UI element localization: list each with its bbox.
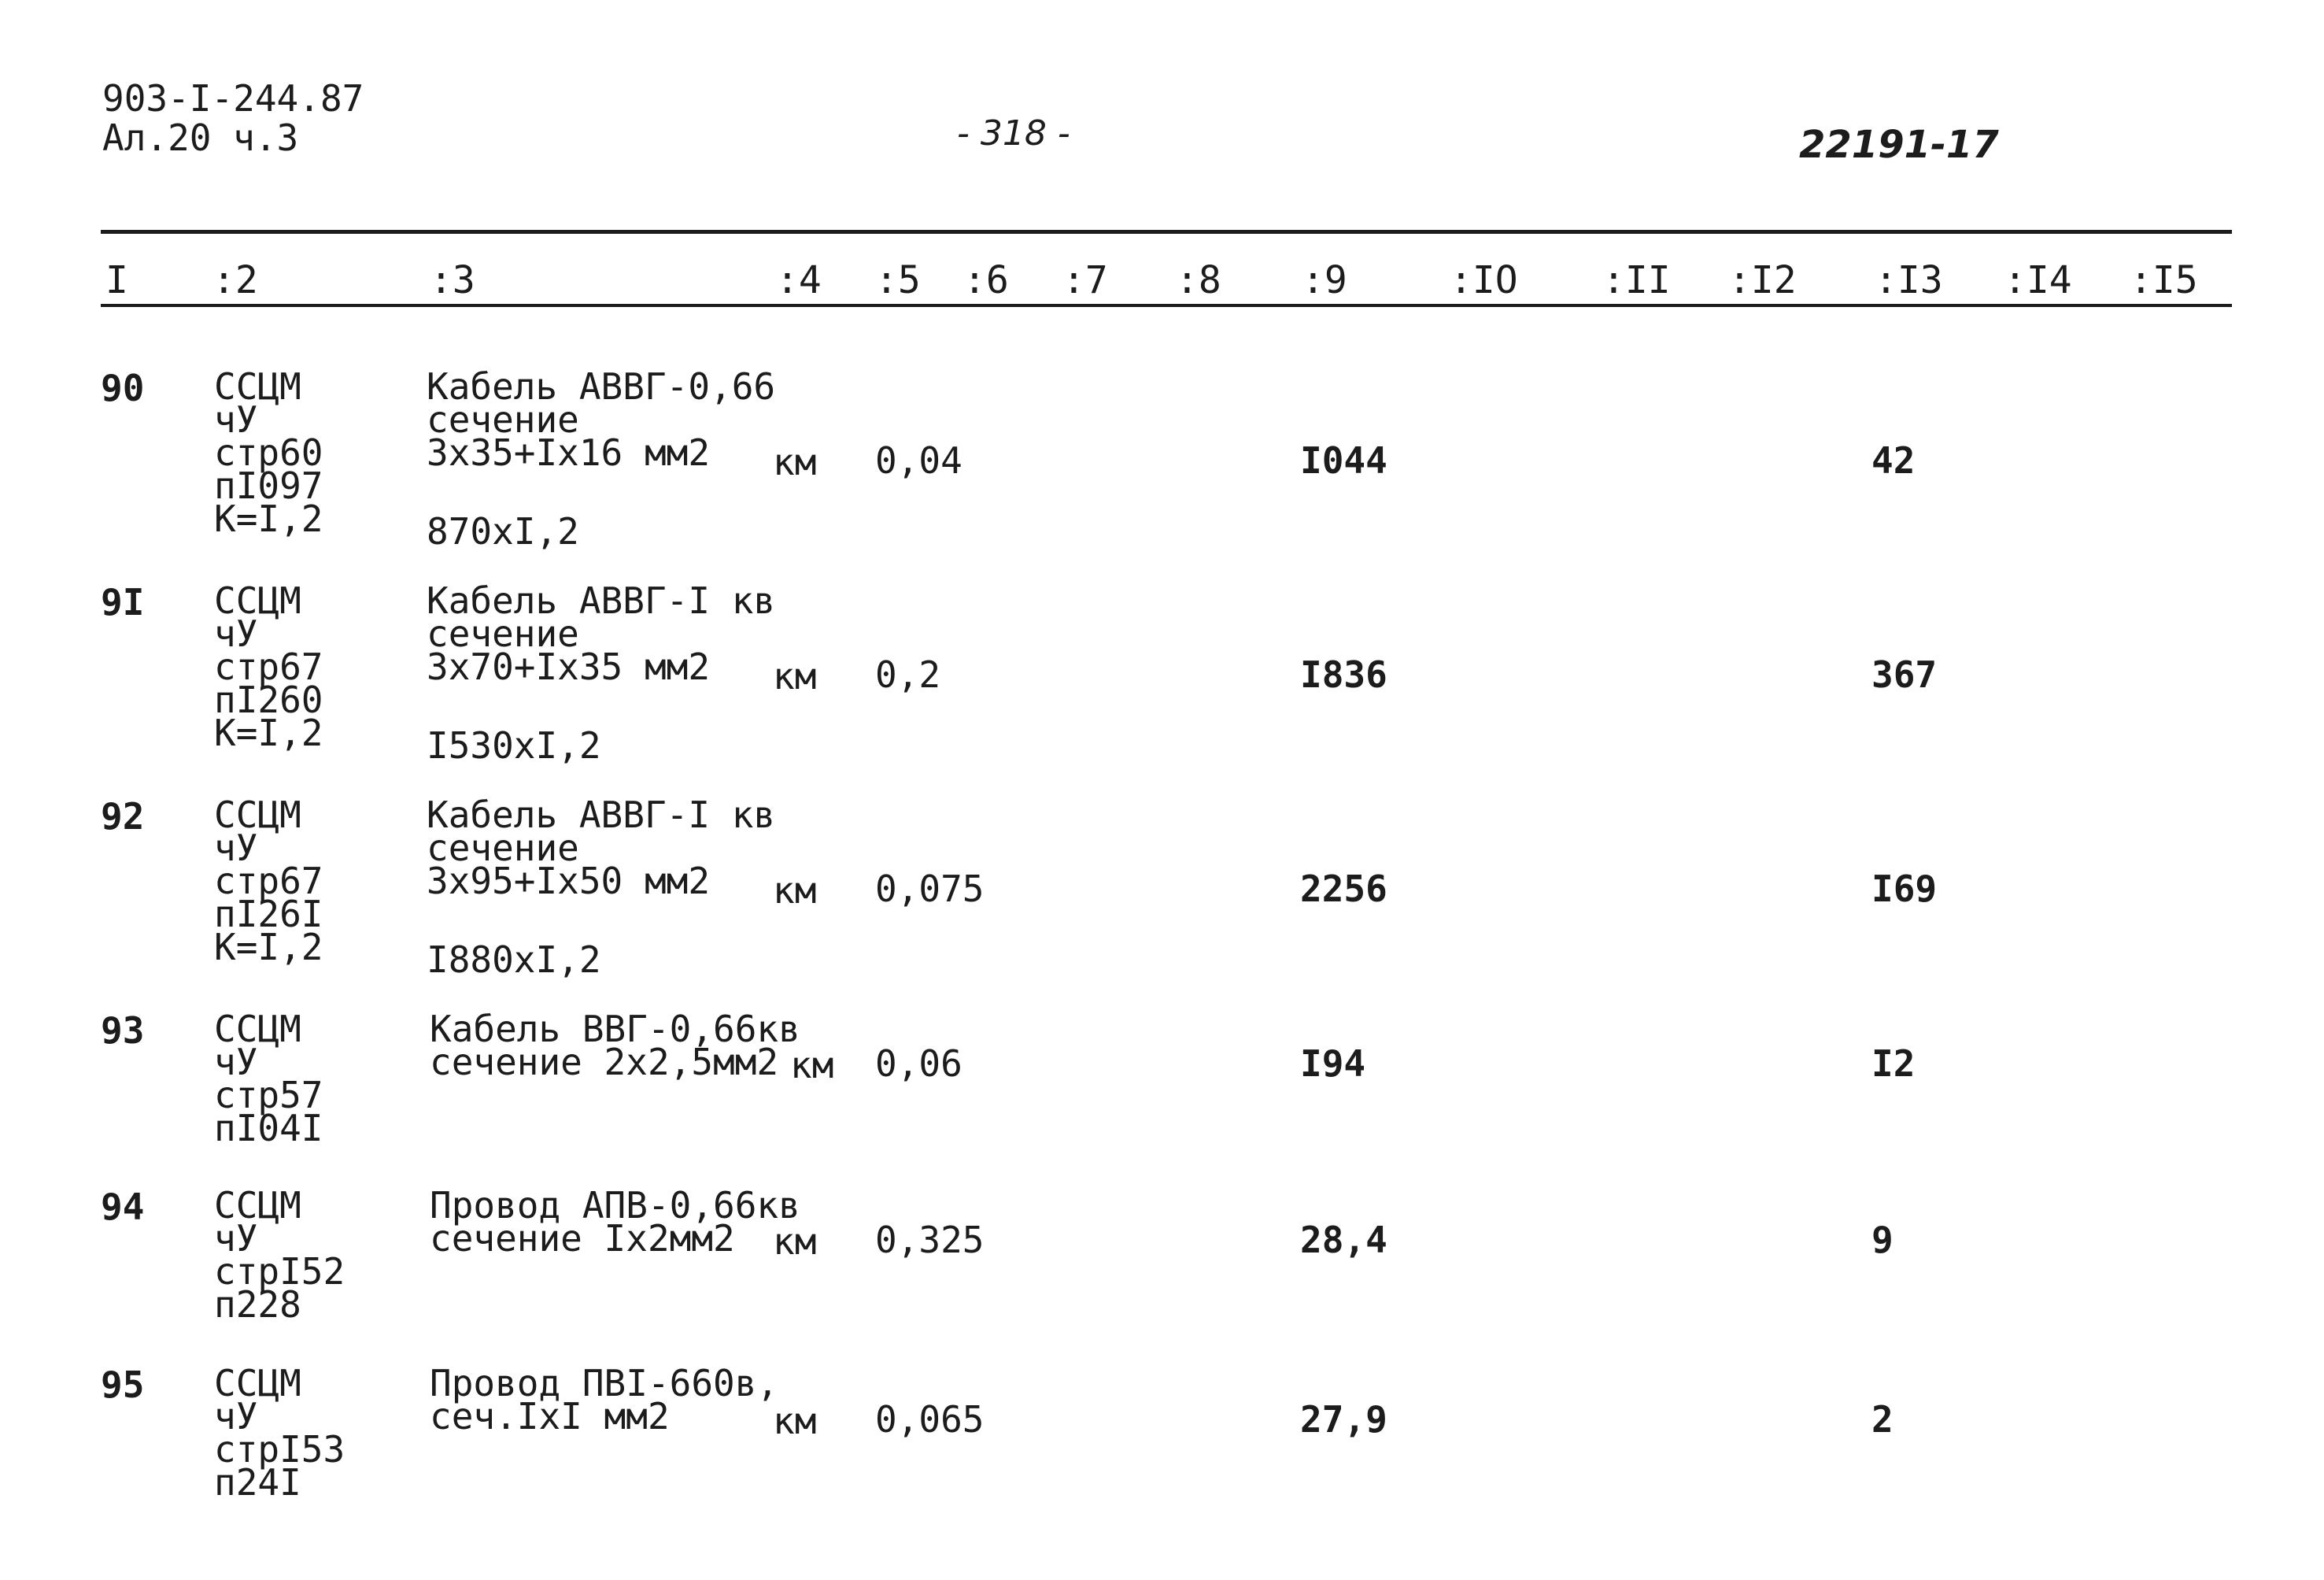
row-calculation: 870хI,2 [427, 510, 579, 553]
col-header-8: :8 [1176, 258, 1221, 302]
row-number: 90 [101, 367, 145, 409]
row-description: Кабель АВВГ-I кв сечение 3х70+Iх35 мм2 [427, 579, 776, 688]
row-total: 42 [1871, 439, 1916, 482]
col-header-14: :I4 [2004, 258, 2072, 302]
row-source: ССЦМ чУ стр60 пI097 К=I,2 [214, 365, 323, 540]
row-unit-price: 27,9 [1300, 1398, 1387, 1441]
row-unit: км [773, 1220, 817, 1263]
row-unit: км [773, 869, 817, 912]
row-unit: км [773, 655, 817, 697]
col-header-10: :IO [1450, 258, 1518, 302]
row-source: ССЦМ чУ стрI53 п24I [214, 1362, 345, 1504]
col-header-5: :5 [875, 258, 921, 302]
row-source: ССЦМ чУ стр67 пI260 К=I,2 [214, 579, 323, 754]
row-unit: км [790, 1044, 834, 1086]
row-quantity: 0,065 [875, 1398, 985, 1441]
row-calculation: I530хI,2 [427, 724, 601, 767]
col-header-4: :4 [776, 258, 822, 302]
row-total: 367 [1871, 653, 1938, 696]
row-quantity: 0,2 [875, 653, 941, 696]
col-header-15: :I5 [2130, 258, 2198, 302]
row-unit: км [773, 441, 817, 483]
col-header-12: :I2 [1728, 258, 1797, 302]
table-top-rule [101, 230, 2232, 234]
col-header-3: :3 [430, 258, 475, 302]
row-unit-price: 2256 [1300, 868, 1387, 910]
row-description: Провод АПВ-0,66кв сечение Iх2мм2 [430, 1184, 800, 1260]
row-description: Провод ПВI-660в, сеч.IхI мм2 [430, 1362, 779, 1438]
row-unit-price: I94 [1300, 1042, 1366, 1085]
row-number: 93 [101, 1009, 145, 1052]
col-header-2: :2 [212, 258, 258, 302]
row-total: I2 [1871, 1042, 1916, 1085]
col-header-6: :6 [963, 258, 1009, 302]
row-number: 92 [101, 795, 145, 838]
row-quantity: 0,325 [875, 1219, 985, 1261]
col-header-9: :9 [1302, 258, 1347, 302]
row-unit: км [773, 1400, 817, 1442]
row-quantity: 0,04 [875, 439, 962, 482]
row-number: 95 [101, 1364, 145, 1406]
row-total: 9 [1871, 1219, 1894, 1261]
col-header-13: :I3 [1875, 258, 1943, 302]
page-number: - 318 - [957, 113, 1070, 154]
row-unit-price: I836 [1300, 653, 1387, 696]
row-description: Кабель ВВГ-0,66кв сечение 2х2,5мм2 [430, 1008, 800, 1083]
row-source: ССЦМ чУ стрI52 п228 [214, 1184, 345, 1326]
row-total: I69 [1871, 868, 1938, 910]
document-code: 903-I-244.87 [102, 77, 364, 120]
row-quantity: 0,06 [875, 1042, 962, 1085]
row-unit-price: 28,4 [1300, 1219, 1387, 1261]
col-header-1: I [105, 258, 128, 302]
col-header-11: :II [1602, 258, 1671, 302]
row-calculation: I880хI,2 [427, 938, 601, 981]
table-header-rule [101, 304, 2232, 307]
row-description: Кабель АВВГ-I кв сечение 3х95+Iх50 мм2 [427, 794, 776, 902]
row-source: ССЦМ чУ стр67 пI26I К=I,2 [214, 794, 323, 968]
row-quantity: 0,075 [875, 868, 985, 910]
col-header-7: :7 [1062, 258, 1108, 302]
sheet-code: 22191-17 [1799, 123, 1999, 167]
row-total: 2 [1871, 1398, 1894, 1441]
row-number: 9I [101, 581, 145, 623]
row-number: 94 [101, 1186, 145, 1228]
album-reference: Ал.20 ч.3 [102, 117, 299, 159]
row-description: Кабель АВВГ-0,66 сечение 3х35+Iх16 мм2 [427, 365, 776, 474]
row-unit-price: I044 [1300, 439, 1387, 482]
row-source: ССЦМ чУ стр57 пI04I [214, 1008, 323, 1149]
